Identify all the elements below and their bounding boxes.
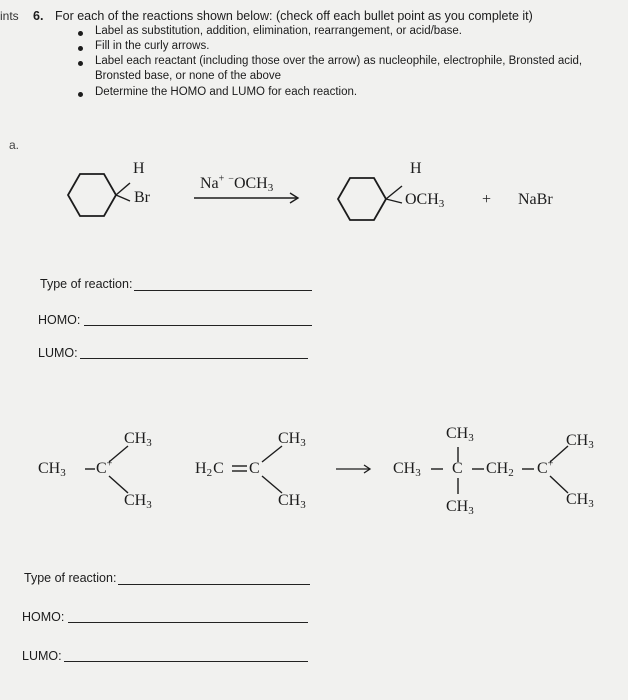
type-of-reaction-label-b: Type of reaction: <box>24 571 117 585</box>
group-subscript: 3 <box>300 437 306 449</box>
reagent-anion-charge: − <box>228 173 234 185</box>
product-bottom-methyl <box>446 498 474 516</box>
group-subscript: 3 <box>588 439 594 451</box>
product-sodium-bromide: NaBr <box>518 191 553 208</box>
group-text: CH <box>38 460 61 477</box>
group-subscript: 2 <box>508 467 514 479</box>
group-subscript: 3 <box>468 432 474 444</box>
part-letter: a. <box>9 138 20 152</box>
product-cation-carbon <box>537 460 553 478</box>
product-right-bottom-methyl <box>566 491 594 509</box>
group-subscript: 2 <box>206 467 213 479</box>
group-subscript: 3 <box>468 505 474 517</box>
product-methylene <box>486 460 514 478</box>
reagent-anion-subscript: 3 <box>267 182 274 194</box>
group-text: CH <box>446 498 469 515</box>
carbocation-charge: + <box>106 458 113 470</box>
reactant-bromine: Br <box>134 189 150 206</box>
methylene-carbon: C <box>213 460 224 477</box>
product-top-methyl <box>446 425 474 443</box>
group-subscript: 3 <box>60 467 66 479</box>
question-prompt: For each of the reactions shown below: (check off each bullet point as you complete it) <box>55 9 533 23</box>
product-left-methyl <box>393 460 421 478</box>
product-right-top-methyl <box>566 432 594 450</box>
alkene-top-methyl <box>278 430 306 448</box>
carbocation-top-methyl <box>124 430 152 448</box>
homo-blank-b[interactable] <box>68 622 308 623</box>
bullet-item: Label as substitution, addition, elimination, rearrangement, or acid/base. <box>95 25 462 37</box>
product-methoxy-text: OCH <box>405 191 439 208</box>
group-subscript: 3 <box>588 498 594 510</box>
carbocation-center <box>96 460 112 478</box>
group-text: CH <box>278 430 301 447</box>
lumo-blank-b[interactable] <box>64 661 308 662</box>
reagent-cation: Na <box>200 175 219 192</box>
reagent-anion: OCH <box>233 175 268 192</box>
alkene-carbon: C <box>249 460 260 477</box>
product-quaternary-carbon: C <box>452 460 463 477</box>
reaction-arrow-b <box>337 460 353 478</box>
product-hydrogen: H <box>410 160 422 177</box>
group-subscript: 3 <box>146 499 152 511</box>
product-plus-sign: + <box>482 191 492 208</box>
product-methoxy-subscript: 3 <box>438 198 445 210</box>
lumo-label-a: LUMO: <box>38 346 78 360</box>
group-text: CH <box>278 492 301 509</box>
group-text: CH <box>124 430 147 447</box>
homo-label-b: HOMO: <box>22 610 65 624</box>
group-text: H <box>195 460 207 477</box>
product-charge: + <box>547 458 554 470</box>
alkene-methylene <box>195 460 224 478</box>
carbocation-left-methyl <box>38 460 66 478</box>
group-text: CH <box>446 425 469 442</box>
group-text: CH <box>124 492 147 509</box>
question-number: 6. <box>33 9 44 23</box>
bullet-item-continued: Bronsted base, or none of the above <box>95 70 282 82</box>
group-subscript: 3 <box>300 499 306 511</box>
reagent-cation-charge: + <box>218 173 225 185</box>
points-label: ints <box>0 9 19 23</box>
carbocation-bottom-methyl <box>124 492 152 510</box>
lumo-label-b: LUMO: <box>22 649 62 663</box>
group-text: CH <box>486 460 509 477</box>
bullet-item: Fill in the curly arrows. <box>95 40 210 52</box>
type-of-reaction-label-a: Type of reaction: <box>40 277 133 291</box>
type-of-reaction-blank-b[interactable] <box>118 584 310 585</box>
group-text: CH <box>393 460 416 477</box>
bullet-item: Label each reactant (including those over the arrow) as nucleophile, electrophile, Bronsted acid, <box>95 55 583 67</box>
group-subscript: 3 <box>146 437 152 449</box>
group-text: CH <box>566 432 589 449</box>
reactant-hydrogen: H <box>133 160 145 177</box>
group-subscript: 3 <box>415 467 421 479</box>
homo-label-a: HOMO: <box>38 313 81 327</box>
carbon-text: C <box>537 460 548 477</box>
alkene-bottom-methyl <box>278 492 306 510</box>
group-text: CH <box>566 491 589 508</box>
carbon-text: C <box>96 460 107 477</box>
bullet-item: Determine the HOMO and LUMO for each reaction. <box>95 86 358 98</box>
